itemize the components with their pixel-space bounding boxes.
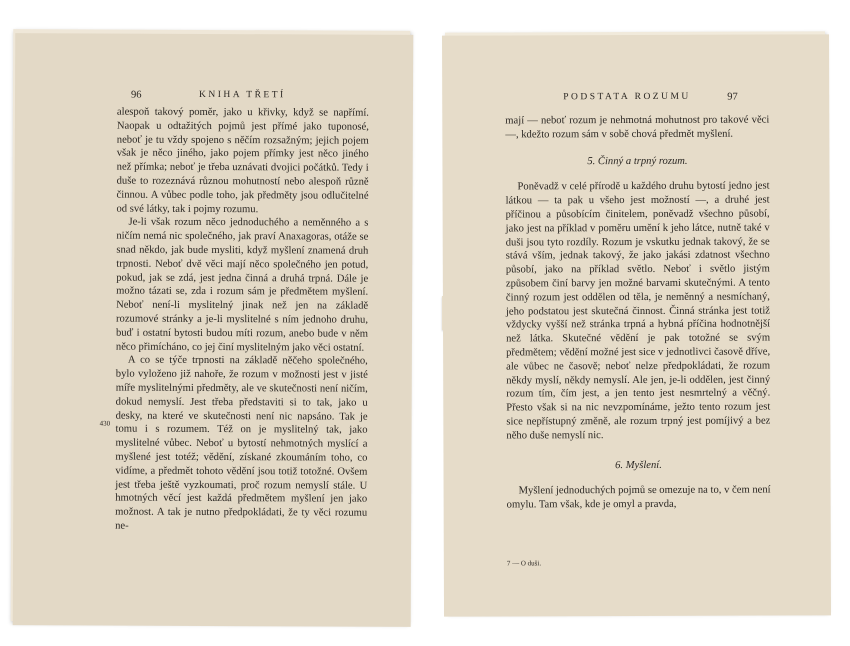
section-6-paragraph: Myšlení jednoduchých pojmů se omezuje na to, v čem není omylu. Tam však, kde je omyl a pravda, [506,484,771,511]
left-paragraph-1: alespoň takový poměr, jako u křivky, když se napřímí. Naopak u odtažitých pojmů jest přímé jako tuponosé, neboť je tu vždy spojeno s něčím rozsažným; jejich pojem však je něco jiného, jako pojem přímky jest něco jiného než přímka; neboť je třeba uznávati dvojici počátků. Tedy i duše to rozeznává různou mohutností nebo alespoň různě činnou. A vůbec podle toho, jak předměty jsou odlučitelné od své látky, tak i pojmy rozumu. [116,106,369,215]
left-page-text [115,106,369,535]
left-running-head: KNIHA TŘETÍ [198,89,286,101]
right-running-head: PODSTATA ROZUMU [563,91,691,103]
right-page-text [505,114,770,513]
left-margin-number: 430 [99,419,111,428]
footer-signature: 7 — O duši. [506,559,542,568]
right-opening-paragraph: mají — neboť rozum je nehmotná mohutnost pro takové věci —, kdežto rozum sám v sobě chová předmět myšlení. [505,114,770,141]
left-paragraph-3: A co se týče trpnosti na základě něčeho společného, bylo vyloženo již nahoře, že rozum v možnosti jest v jisté míře myslitelnými předměty, ale ve skutečnosti není ničím, dokud nemyslí. Jest třeba představiti si to tak, jako u desky, na které ve skutečnosti není nic napsáno. Tak je tomu i s rozumem. Též on je myslitelný tak, jako myslitelné vůbec. Neboť u bytostí nehmotných myslící a myšlené jest totéž; vědění, získané zkoumáním toho, co vidíme, a předmět tohoto vědění jsou totiž totožné. Ovšem jest třeba ještě vyzkoumati, proč rozum nemyslí stále. U hmotných věcí jest každá předmětem myšlení jen jako možnost. A tak je nutno předpokládati, že ty věci rozumu ne- [115,354,368,532]
left-page-number: 96 [130,89,142,101]
section-6-title: 6. Myšlení. [615,459,662,471]
right-page [445,31,827,612]
section-5-title: 5. Činný a trpný rozum. [587,155,688,167]
left-page [11,29,411,623]
section-5-paragraph: Poněvadž v celé přírodě u každého druhu bytostí jedno jest látkou — ta pak u všeho jest možností —, a druhé jest příčinou a působícím činitelem, poněvadž všechno působí, jako jest na příklad v poměru umění k jeho látce, nutně také v duši jsou tyto rozdíly. Rozum je vskutku jednak takový, že se stává vším, jednak takový, že jako jakási zdatnost všechno působí, jako na příklad světlo. Neboť i světlo jistým způsobem činí barvy jen možné barvami skutečnými. A tento činný rozum jest oddělen od těla, je neměnný a nesmíchaný, jeho podstatou jest skutečná činnost. Činná stránka jest totiž vždycky vyšší než stránka trpná a hybná příčina hodnotnější než látka. Skutečné vědění je pak totožné se svým předmětem; vědění možné jest sice v jednotlivci časově dříve, ale vůbec ne časově; neboť nelze předpokládati, že rozum někdy myslí, někdy nemyslí. Ale jen, je-li oddělen, jest činný rozum tím, čím jest, a jen tento jest nesmrtelný a věčný. Přesto však si na nic nevzpomínáme, ježto tento rozum jest sice nepřístupný změně, ale rozum trpný jest pomíjivý a bez něho duše nemyslí nic. [505,180,771,442]
right-page-number: 97 [727,91,738,103]
left-paragraph-2: Je-li však rozum něco jednoduchého a neměnného a s ničím nemá nic společného, jak praví Anaxagoras, otáže se snad někdo, jak bude mysliti, když myšlení znamená druh trpnosti. Neboť dvě věci mají něco společného jen potud, pokud, jak se zdá, jest jedna činná a druhá trpná. Dále je možno tázati se, zda i rozum sám je předmětem myšlení. Neboť není-li myslitelný jinak než jen na základě rozumové stránky a je-li myslitelné s ním jednoho druhu, buď i ostatní bytosti budou míti rozum, anebo bude v něm něco přimícháno, co jej činí myslitelným jako věci ostatní. [115,217,369,354]
